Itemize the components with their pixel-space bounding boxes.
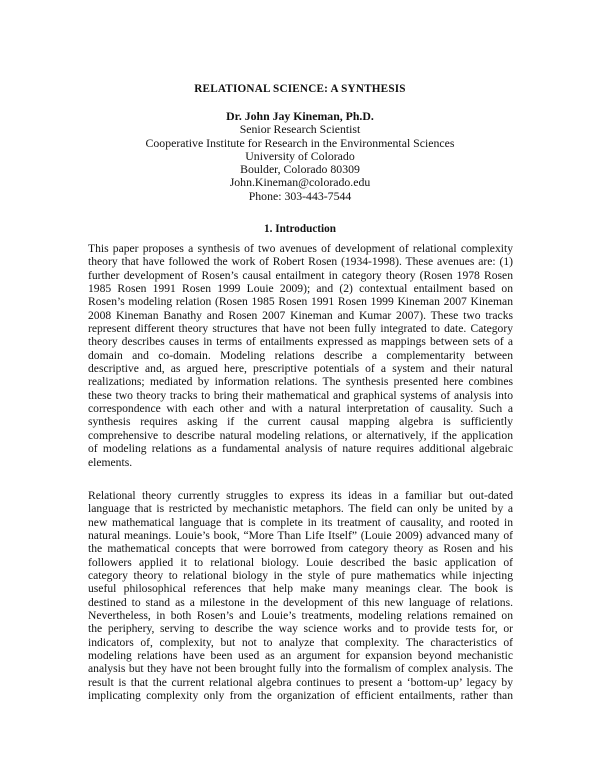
paragraph-line: followers applied it to relational biology. Louie described the basic application of bbox=[88, 555, 513, 569]
paragraph-2 bbox=[88, 489, 513, 703]
author-email: John.Kineman@colorado.edu bbox=[229, 175, 371, 190]
paragraph-line: new mathematical language that is complete in its treatment of causality, and rooted in bbox=[88, 515, 513, 529]
paragraph-line: analysis but they have not been brought fully into the formalism of complex analysis. The bbox=[88, 662, 513, 676]
paragraph-1 bbox=[88, 242, 513, 469]
paragraph-line: modeling relations have been used as an argument for expansion beyond mechanistic bbox=[88, 649, 513, 663]
paragraph-line: comprehensive to describe natural modeling relations, or alternatively, if the application bbox=[88, 428, 513, 442]
paragraph-line: Relational theory currently struggles to express its ideas in a familiar but out-dated bbox=[88, 489, 513, 502]
paragraph-line: these two theory tracks to bring their mathematical and graphical systems of analysis into bbox=[88, 388, 513, 402]
paragraph-line: destined to stand as a milestone in the development of this new language of relations. bbox=[88, 595, 513, 609]
paragraph-line: language that is restricted by mechanistic metaphors. The field can only be united by a bbox=[88, 502, 513, 516]
author-phone: Phone: 303-443-7544 bbox=[248, 188, 352, 203]
paragraph-line: implicating complexity only from the organization of efficient entailments, rather than bbox=[88, 689, 513, 703]
author-university: University of Colorado bbox=[245, 148, 355, 163]
paragraph-line: correspondence with each other and with a natural interpretation of causality. Such a bbox=[88, 402, 513, 416]
paragraph-line: Rosen’s modeling relation (Rosen 1985 Rosen 1991 Rosen 1999 Kineman 2007 Kineman bbox=[88, 295, 513, 309]
paragraph-line: synthesis requires asking if the current causal mapping algebra is sufficiently bbox=[88, 415, 513, 429]
author-name: Dr. John Jay Kineman, Ph.D. bbox=[226, 109, 374, 123]
author-position: Senior Research Scientist bbox=[239, 122, 361, 137]
author-institute: Cooperative Institute for Research in the Environmental Sciences bbox=[145, 135, 455, 150]
paragraph-line: further development of Rosen’s causal entailment in category theory (Rosen 1978 Rosen bbox=[88, 268, 513, 282]
paragraph-line: result is that the current relational algebra continues to present a ‘bottom-up’ legacy by bbox=[88, 675, 513, 689]
paragraph-line: indicators of, complexity, but not to analyze that complexity. The characteristics of bbox=[88, 635, 513, 649]
section-heading: 1. Introduction bbox=[264, 223, 336, 235]
paragraph-line: theory describes causes in terms of entailments expressed as mappings between sets of a bbox=[88, 335, 513, 349]
paragraph-line: domain and co-domain. Modeling relations describe a complementarity between bbox=[88, 348, 513, 362]
paragraph-line: This paper proposes a synthesis of two avenues of development of relational complexity bbox=[88, 242, 513, 255]
paragraph-line: realizations; mediated by information relations. The synthesis presented here combines bbox=[88, 375, 513, 389]
paragraph-line: elements. bbox=[88, 455, 133, 469]
author-address: Boulder, Colorado 80309 bbox=[240, 162, 360, 177]
paragraph-line: 1985 Rosen 1991 Rosen 1999 Louie 2009); and (2) contextual entailment based on bbox=[88, 282, 513, 296]
paragraph-line: 2008 Kineman Banathy and Rosen 2007 Kineman and Kumar 2007). These two tracks bbox=[88, 308, 513, 322]
paragraph-line: category theory to relational biology in the style of pure mathematics while injecting bbox=[88, 569, 513, 583]
author-block bbox=[0, 110, 600, 203]
paragraph-line: Nevertheless, in both Rosen’s and Louie’s treatments, modeling relations remained on bbox=[88, 609, 513, 623]
paragraph-line: the mathematical concepts that were borrowed from category theory as Rosen and his bbox=[88, 542, 513, 556]
paragraph-line: useful philosophical references that help make many meanings clear. The book is bbox=[88, 582, 513, 596]
paragraph-line: the periphery, serving to describe the way science works and to provide tests for, or bbox=[88, 622, 513, 636]
paragraph-line: represent different theory structures that have not been fully integrated to date. Category bbox=[88, 322, 513, 336]
paragraph-line: natural meanings. Louie’s book, “More Than Life Itself” (Louie 2009) advanced many of bbox=[88, 529, 513, 543]
paragraph-line: theory that have followed the work of Robert Rosen (1934-1998). These avenues are: (1) bbox=[88, 255, 513, 269]
paper-title: RELATIONAL SCIENCE: A SYNTHESIS bbox=[194, 83, 406, 95]
paragraph-line: descriptive and, as argued here, prescriptive potentials of a system and their natural bbox=[88, 362, 513, 376]
paragraph-line: of modeling relations as a fundamental analysis of nature requires additional algebraic bbox=[88, 442, 513, 456]
